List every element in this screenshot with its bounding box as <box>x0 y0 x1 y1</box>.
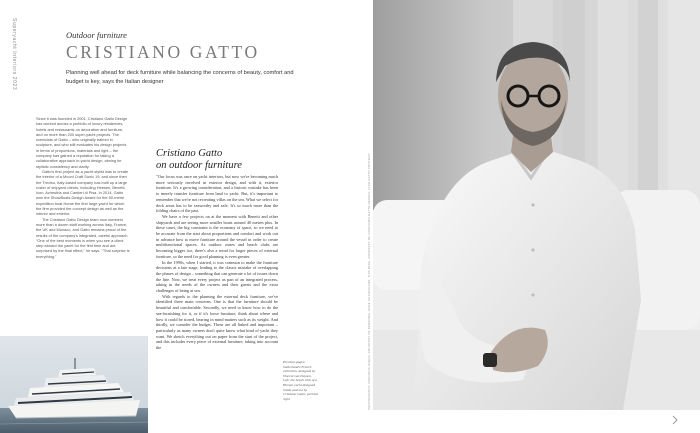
intro-paragraph: Gatto's first project as a yacht stylist was to create the interior of a Moonl Craft Sonic 19, and since then the Treviso, Italy-based company has built up a large roster of shipyard clients, including Heesen, Benetti, Icon, Azimutha and Cantieri di Pisa. In 2014, Gatto won the ShowBoats Design Award for the 50-metre expedition boat Home the first large yacht for which the firm provided the concept design as well as the interior and exterior. <box>36 168 129 217</box>
portrait-photo <box>373 0 700 410</box>
section-label: Outdoor furniture <box>66 30 127 40</box>
spine-label: Superyacht Interiors 2023 <box>11 18 17 91</box>
chevron-right-icon[interactable] <box>670 415 680 425</box>
headline: CRISTIANO GATTO <box>66 42 260 62</box>
interview-heading-name: Cristiano Gatto <box>156 148 223 159</box>
standfirst: Planning well ahead for deck furniture while balancing the concerns of beauty, comfort and budget is key, says the Italian designer <box>66 70 294 85</box>
intro-paragraph: The Cristiano Gatto Design team now numbers more than a dozen staff working across Italy, France, the UK and Monaco, and Gatto remains proud of the results of the company's integrated, careful approach. "One of the best moments is when you see a client step aboard the yacht for the first time and are surprised by the final effect," he says. "That surprise is everything." <box>36 216 130 259</box>
interview-paragraph: In the 1990s, when I started, it was common to make the furniture decisions at a late stage, leading to the classic mistake of overlapping the phases of design – something that can generate a lot of issues down the line. Now, we treat every project as part of an integrated process, taking in the needs of the owners and their guests and the extra challenges of being at sea. <box>156 259 278 294</box>
interview-paragraph: With regards to the planning the external deck furniture, we've identified three main concerns. One is that the furniture should be beautiful and comfortable. Secondly, we need to know how to do the sea-furnishing for it, or if it's loose furniture, think about where and how it could be stored, bearing in mind matters such as its weight. And thirdly, we consider the budget. These are all linked and important – particularly as many owners don't quite know what kind of yacht they want. We sketch everything out on paper from the start of the project, and this includes every piece of external furniture, taking into account the <box>156 293 278 351</box>
interview-column <box>156 174 278 351</box>
interview-heading-topic: on outdoor furniture <box>156 160 242 171</box>
photo-caption: Previous pages: Sutherland's French collection, designed by Vincent van Duysen. Left: the beach club of a Heesen yacht designed inside and out by Cristiano Gatto; portrait right <box>283 360 319 401</box>
intro-paragraph: Since it was founded in 2001, Cristiano Gatto Design has worked across a portfolio of luxury residences, hotels and restaurants on decoration and furniture, and on more than 200 super-yacht projects. The scenicists of Gatto – who originally trained in sculpture, and who still evaluates his design projects in terms of proportions, materials and light – the company has gained a reputation for taking a collaborative approach to yacht design, aiming for stylistic consistency and clarity. <box>36 116 128 169</box>
interview-paragraph: "Our focus was once on yacht interiors, but now we're becoming much more seriously involved in exterior design, and with it, exterior furniture. It's a growing consideration, and a historic mistake has been to merely transfer furniture from land to yacht. But, it's important to remember that we're not recreating villas on the sea. What we select for deck areas has to be seaworthy and safe. It's so much more than the folding chairs of the past. <box>156 174 278 214</box>
intro-column <box>36 116 130 259</box>
magazine-spread: Superyacht Interiors 2023 Outdoor furniture CRISTIANO GATTO Planning well ahead for deck furniture while balancing the concerns of beauty, comfort and budget is key, says the Italian designer Since it was founded in 2001, Cristiano Gatto Design has worked across a portfolio of luxury residences, hotels and restaurants on decoration and furniture, and on more than 200 super-yacht projects. The scenicists of Gatto – who originally trained in sculpture, and who still evaluates his design projects in terms of proportions, materials and light – the company has gained a reputation for taking a collaborative approach to yacht design, aiming for stylistic consistency and clarity. Gatto's first project as a yacht stylist was to create the interior of a Moonl Craft Sonic 19, and since then the Treviso, Italy-based company has built up a large roster of shipyard clients, including Heesen, Benetti, Icon, Azimutha and Cantieri di Pisa. In 2014, Gatto won the ShowBoats Design Award for the 50-metre expedition boat Home the first large yacht for which the firm provided the concept design as well as the interior and exterior. The Cristiano Gatto Design team now numbers more than a dozen staff working across Italy, France, the UK and Monaco, and Gatto remains proud of the results of the company's integrated, careful approach. "One of the best moments is when you see a client step aboard the yacht for the first time and are surprised by the final effect," he says. "That surprise is everything." Cristiano Gatto on outdoor furniture "Our focus was once on yacht interiors, but now we're becoming much more seriously involved in exterior design, and with it, exterior furniture. It's a growing consideration, and a historic mistake has been to merely transfer furniture from land to yacht. But, it's important to remember that we're not recreating villas on the sea. What we select for deck areas has to be seaworthy and safe. It's so much more than the folding chairs of the past. We have a few projects on at the moment with Benetti and other shipyards and are seeing more smaller boats around 40 metres plus. In these cases, the big constraint is the economy of space, so we need to be accurate from the start about proportions and comfort and work out in advance how to move furniture around the vessel in order to create multifunctional spaces. As outdoor zones and beach clubs are becoming bigger too, there's also a trend for larger pieces of external furniture, so the need for good planning is even greater. In the 1990s, when I started, it was common to make the furniture decisions at a late stage, leading to the classic mistake of overlapping the phases of design – something that can generate a lot of issues down the line. Now, we treat every project as part of an integrated process, taking in the needs of the owners and their guests and the extra challenges of being at sea. With regards to the planning the external deck furniture, we've identified three main concerns. One is that the furniture should be beautiful and comfortable. Secondly, we need to know how to do the sea-furnishing for it, or if it's loose furniture, think about where and how it could be stored, bearing in mind matters such as its weight. And thirdly, we consider the budget. These are all linked and important – particularly as many owners don't quite know what kind of yacht they want. We sketch everything out on paper from the start of the project, and this includes every piece of external furniture, taking into account the Previous pages: Sutherland's French collection, designed by Vincent van Duysen. Left: the beach club of a Heesen yacht designed inside and out by Cristiano Gatto; portrait right PHOTOGRAPHY: PREVIOUS PAGES: COURTESY OF PERSONAL SURE SUTHERLAND; THIS PAGE: COURTESY OF CRISTIANO GATTO DESIGN; ALSO GATTO PORTRAIT <box>0 0 700 433</box>
interview-paragraph: We have a few projects on at the moment with Benetti and other shipyards and are seeing more smaller boats around 40 metres plus. In these cases, the big constraint is the economy of space, so we need to be accurate from the start about proportions and comfort and work out in advance how to move furniture around the vessel in order to create multifunctional spaces. As outdoor zones and beach clubs are becoming bigger too, there's also a trend for larger pieces of external furniture, so the need for good planning is even greater. <box>156 213 278 259</box>
interview-heading <box>156 148 242 172</box>
yacht-photo <box>0 336 148 433</box>
